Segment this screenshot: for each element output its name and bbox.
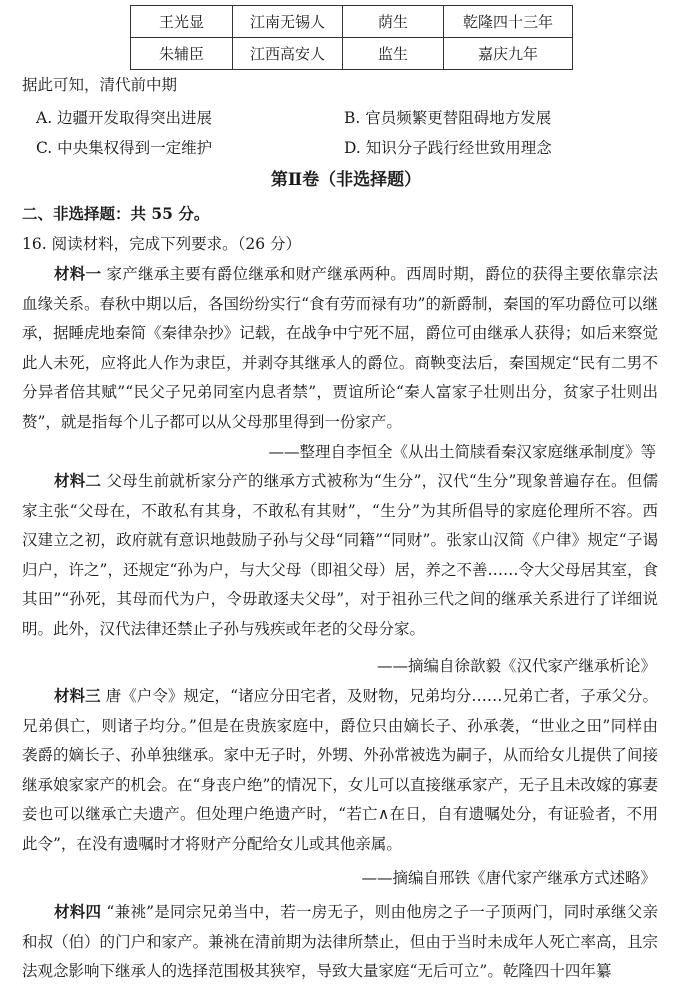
table-cell: 朱辅臣: [131, 38, 233, 70]
material-2: [22, 466, 658, 644]
material-text: “兼祧”是同宗兄弟当中，若一房无子，则由他房之子一子顶两门，同时承继父亲和叔（伯）的门户和家产。兼祧在清前期为法律所禁止，但由于当时未成年人死亡率高，且宗法观念影响下继承人的选择范围极其狭窄，导致大量家庭“无后可立”。乾隆四十四年纂: [22, 903, 658, 980]
option-a: A. 边疆开发取得突出进展: [36, 109, 213, 127]
material-source: ——整理自李恒全《从出土简牍看秦汉家庭继承制度》等: [268, 443, 656, 461]
section-title: 第Ⅱ卷（非选择题）: [270, 170, 422, 190]
material-label: 材料一: [54, 264, 102, 283]
section-subtitle: 二、非选择题：共 55 分。: [22, 204, 210, 223]
material-text: 父母生前就析家分产的继承方式被称为“生分”，汉代“生分”现象普遍存在。但儒家主张“父母在，不敢私有其身，不敢私有其财”，“生分”为其所倡导的家庭伦理所不容。西汉建立之初，政府就有意识地鼓励子孙与父母“同籍”“同财”。张家山汉简《户律》规定“子谒归户，许之”，还规定“孙为户，与大父母（即祖父母）居，养之不善……令大父母居其室，食其田”“孙死，其母而代为户，令毋敢逐夫父母”，对于祖孙三代之间的继承关系进行了详细说明。此外，汉代法律还禁止子孙与残疾或年老的父母分家。: [22, 472, 658, 638]
official-table: [130, 5, 573, 70]
table-cell: 嘉庆九年: [444, 38, 573, 70]
material-4: [22, 897, 658, 987]
material-label: 材料四: [54, 902, 102, 921]
material-text: 唐《户令》规定，“诸应分田宅者，及财物，兄弟均分……兄弟亡者，子承父分。兄弟俱亡，则诸子均分。”但是在贵族家庭中，爵位只由嫡长子、孙承袭，“世业之田”同样由袭爵的嫡长子、孙单独继承。家中无子时，外甥、外孙常被选为嗣子，从而给女儿提供了间接继承娘家家产的机会。在“身丧户绝”的情况下，女儿可以直接继承家产，无子且未改嫁的寡妻妾也可以继承亡夫遗产。但处理户绝遗产时，“若亡∧在日，自有遗嘱处分，有证验者，不用此令”，在没有遗嘱时才将财产分配给女儿或其他亲属。: [22, 687, 658, 853]
table-cell: 王光显: [131, 6, 233, 38]
material-1: [22, 259, 658, 437]
material-source: ——摘编自徐歆毅《汉代家产继承析论》: [376, 657, 656, 675]
option-c: C. 中央集权得到一定维护: [36, 139, 213, 157]
material-label: 材料三: [54, 686, 101, 705]
table-cell: 乾隆四十三年: [444, 6, 573, 38]
question-16-prompt: 16. 阅读材料，完成下列要求。（26 分）: [22, 235, 301, 253]
question-stem: 据此可知，清代前中期: [22, 76, 178, 94]
option-b: B. 官员频繁更替阻碍地方发展: [344, 109, 552, 127]
table-cell: 江西高安人: [233, 38, 343, 70]
table-cell: 监生: [343, 38, 444, 70]
material-source: ——摘编自邢铁《唐代家产继承方式述略》: [361, 869, 656, 887]
table-row: [131, 6, 573, 38]
option-d: D. 知识分子践行经世致用理念: [344, 139, 552, 157]
material-label: 材料二: [54, 471, 102, 490]
table-cell: 荫生: [343, 6, 444, 38]
material-text: 家产继承主要有爵位继承和财产继承两种。西周时期，爵位的获得主要依靠宗法血缘关系。春秋中期以后，各国纷纷实行“食有劳而禄有功”的新爵制，秦国的军功爵位可以继承，据睡虎地秦简《秦律杂抄》记载，在战争中宁死不屈，爵位可由继承人获得；如后来察觉此人未死，应将此人作为隶臣，并剥夺其继承人的爵位。商鞅变法后，秦国规定“民有二男不分异者倍其赋”“民父子兄弟同室内息者禁”，贾谊所论“秦人富家子壮则出分，贫家子壮则出赘”，就是指每个儿子都可以从父母那里得到一份家产。: [22, 265, 658, 431]
material-3: [22, 681, 658, 859]
table-row: [131, 38, 573, 70]
table-cell: 江南无锡人: [233, 6, 343, 38]
